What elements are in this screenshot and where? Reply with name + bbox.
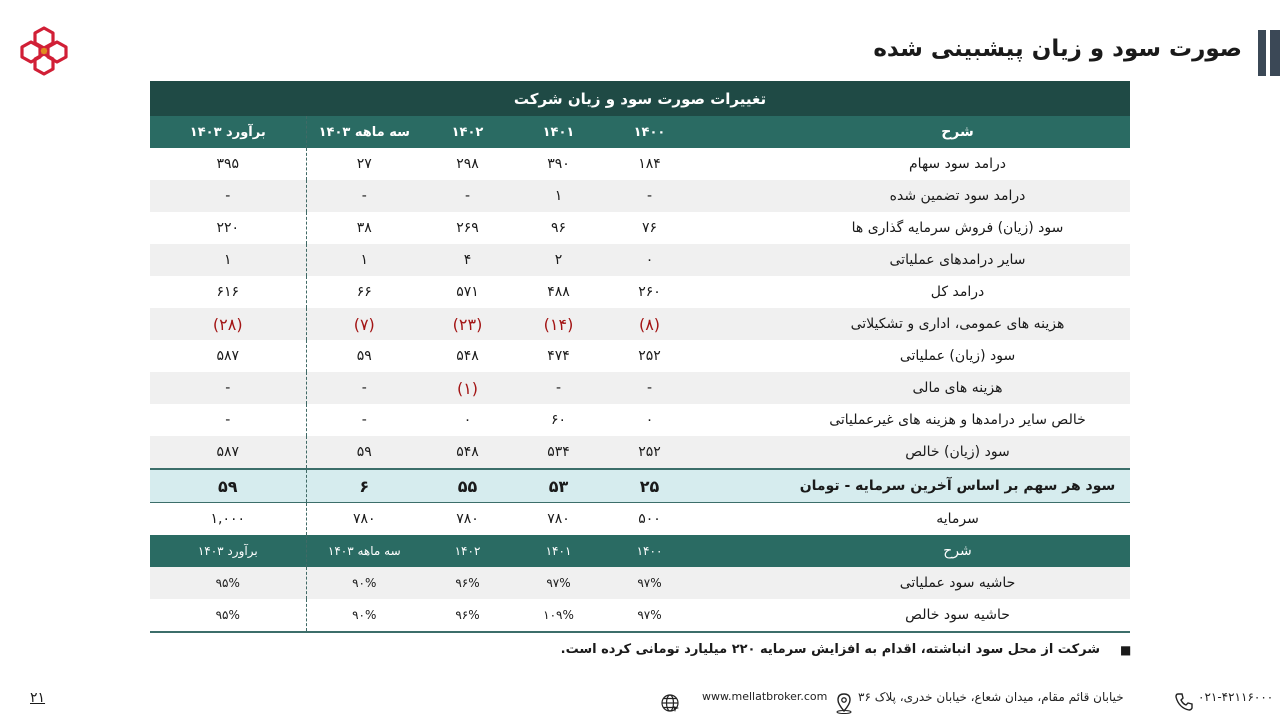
header-label: شرح	[695, 116, 1130, 148]
cell-e1403: (۲۸)	[150, 308, 306, 340]
cell-1400: ۲۵۲	[604, 436, 695, 469]
cell-1402: -	[422, 180, 513, 212]
header-e1403: برآورد ۱۴۰۳	[150, 116, 306, 148]
cell-e1403: ۵۹	[150, 469, 306, 503]
header-e1403: برآورد ۱۴۰۳	[150, 535, 306, 567]
table-row	[150, 308, 1130, 340]
header-1400: ۱۴۰۰	[604, 535, 695, 567]
cell-1402: ۲۶۹	[456, 220, 479, 236]
footer-phone: ۰۲۱-۴۲۱۱۶۰۰۰	[1198, 690, 1274, 704]
cell-1402: ۹۶%	[422, 567, 513, 599]
header-label: شرح	[695, 535, 1130, 567]
cell-e1403: ۶۱۶	[216, 284, 240, 300]
table-header-row	[150, 116, 1130, 148]
capital-increase-note: شرکت از محل سود انباشته، اقدام به افزایش سرمایه ۲۲۰ میلیارد تومانی کرده است.	[560, 642, 1100, 657]
row-label: خالص سایر درامدها و هزینه های غیرعملیاتی	[829, 412, 1086, 428]
cell-e1403: ۲۲۰	[216, 220, 240, 236]
phone-icon	[1174, 692, 1194, 712]
cell-1401: ۴۷۴	[547, 348, 570, 364]
header-1402: ۱۴۰۲	[422, 116, 513, 148]
cell-e1403: -	[150, 372, 306, 404]
cell-q1403: ۹۰%	[306, 599, 422, 632]
cell-e1403: ۳۹۵	[216, 156, 240, 172]
row-label: سود (زیان) عملیاتی	[899, 348, 1016, 364]
row-label: درامد سود تضمین شده	[695, 180, 1130, 212]
row-label: درامد کل	[930, 284, 985, 300]
bullet-icon: ■	[1120, 643, 1132, 657]
cell-e1403: ۵۸۷	[216, 348, 240, 364]
header-q1403: سه ماهه ۱۴۰۳	[306, 535, 422, 567]
cell-1400: -	[604, 372, 695, 404]
cell-q1403: ۱	[306, 244, 422, 276]
cell-1402: ۴	[422, 244, 513, 276]
cell-1400: ۰	[645, 412, 654, 428]
page-number: ۲۱	[30, 690, 46, 706]
cell-e1403: ۵۸۷	[150, 436, 306, 469]
company-logo	[20, 26, 68, 76]
cell-1402: (۱)	[422, 372, 513, 404]
cell-1402: ۵۴۸	[456, 348, 479, 364]
header-1401: ۱۴۰۱	[513, 116, 604, 148]
cell-1401: ۶۰	[550, 412, 567, 428]
row-label: حاشیه سود عملیاتی	[695, 567, 1130, 599]
cell-1401: ۵۳۴	[513, 436, 604, 469]
cell-1402: ۷۸۰	[456, 511, 479, 527]
header-1402: ۱۴۰۲	[422, 535, 513, 567]
cell-1401: ۷۸۰	[547, 511, 570, 527]
table-row	[150, 244, 1130, 276]
cell-q1403: ۵۹	[306, 436, 422, 469]
location-pin-icon	[834, 692, 854, 714]
cell-1402: (۲۳)	[422, 308, 513, 340]
cell-1401: ۴۸۸	[547, 284, 570, 300]
capital-row	[150, 503, 1130, 536]
table-row	[150, 276, 1130, 308]
cell-1400: ۲۵	[604, 469, 695, 503]
cell-1400: (۸)	[604, 308, 695, 340]
table-row	[150, 404, 1130, 436]
margin-row	[150, 567, 1130, 599]
cell-1400: ۵۰۰	[638, 511, 661, 527]
cell-e1403: ۱,۰۰۰	[210, 511, 246, 527]
row-label: سود هر سهم بر اساس آخرین سرمایه - تومان	[695, 469, 1130, 503]
cell-1401: (۱۴)	[513, 308, 604, 340]
cell-1400: ۷۶	[641, 220, 658, 236]
cell-1401: ۳۹۰	[547, 156, 570, 172]
table-row	[150, 340, 1130, 372]
cell-q1403: ۳۸	[306, 212, 422, 244]
row-label: سایر درامدهای عملیاتی	[695, 244, 1130, 276]
cell-q1403: -	[306, 180, 422, 212]
cell-1400: ۲۶۰	[638, 284, 661, 300]
cell-q1403: ۵۹	[306, 340, 422, 372]
row-label: سرمایه	[936, 511, 979, 527]
cell-1401: ۹۶	[550, 220, 567, 236]
table-row	[150, 212, 1130, 244]
table-row	[150, 372, 1130, 404]
income-statement-table	[150, 81, 1130, 633]
cell-1402: ۵۷۱	[456, 284, 479, 300]
eps-row	[150, 469, 1130, 503]
cell-1400: ۲۵۲	[638, 348, 661, 364]
cell-1402: ۲۹۸	[456, 156, 479, 172]
cell-1402: ۹۶%	[422, 599, 513, 632]
cell-e1403: ۹۵%	[150, 567, 306, 599]
cell-e1403: -	[150, 180, 306, 212]
table-row	[150, 436, 1130, 469]
footer-website[interactable]: www.mellatbroker.com	[702, 690, 828, 703]
cell-1400: ۹۷%	[604, 567, 695, 599]
row-label: هزینه های مالی	[695, 372, 1130, 404]
margins-header-row	[150, 535, 1130, 567]
cell-1401: ۱۰۹%	[513, 599, 604, 632]
cell-1402: ۵۵	[422, 469, 513, 503]
row-label: حاشیه سود خالص	[695, 599, 1130, 632]
cell-1400: ۹۷%	[604, 599, 695, 632]
margin-row	[150, 599, 1130, 632]
cell-q1403: (۷)	[306, 308, 422, 340]
cell-1402: ۰	[463, 412, 472, 428]
cell-1401: ۲	[513, 244, 604, 276]
title-accent-bars	[1258, 30, 1280, 76]
cell-q1403: ۹۰%	[306, 567, 422, 599]
header-1401: ۱۴۰۱	[513, 535, 604, 567]
cell-q1403: -	[306, 372, 422, 404]
row-label: درامد سود سهام	[909, 156, 1006, 172]
header-1400: ۱۴۰۰	[604, 116, 695, 148]
row-label: هزینه های عمومی، اداری و تشکیلاتی	[695, 308, 1130, 340]
page-title: صورت سود و زیان پیشبینی شده	[873, 36, 1242, 62]
cell-1402: ۵۴۸	[422, 436, 513, 469]
cell-1400: ۱۸۴	[638, 156, 661, 172]
cell-q1403: ۲۷	[306, 148, 422, 180]
cell-q1403: ۷۸۰	[306, 503, 422, 536]
cell-e1403: ۹۵%	[150, 599, 306, 632]
cell-1401: ۹۷%	[513, 567, 604, 599]
table-caption: تغییرات صورت سود و زیان شرکت	[150, 81, 1130, 116]
cell-1400: -	[604, 180, 695, 212]
table-row	[150, 180, 1130, 212]
globe-icon	[660, 693, 680, 713]
header-q1403: سه ماهه ۱۴۰۳	[306, 116, 422, 148]
cell-1401: ۱	[513, 180, 604, 212]
cell-1400: ۰	[604, 244, 695, 276]
cell-1401: ۵۳	[513, 469, 604, 503]
row-label: سود (زیان) فروش سرمایه گذاری ها	[851, 220, 1064, 236]
table-row	[150, 148, 1130, 180]
cell-q1403: -	[306, 404, 422, 436]
cell-e1403: ۱	[150, 244, 306, 276]
cell-q1403: ۶۶	[306, 276, 422, 308]
footer-address: خیابان قائم مقام، میدان شعاع، خیابان خدری، پلاک ۳۶	[858, 690, 1124, 704]
cell-e1403: -	[225, 412, 231, 428]
cell-1401: -	[513, 372, 604, 404]
cell-q1403: ۶	[306, 469, 422, 503]
row-label: سود (زیان) خالص	[695, 436, 1130, 469]
